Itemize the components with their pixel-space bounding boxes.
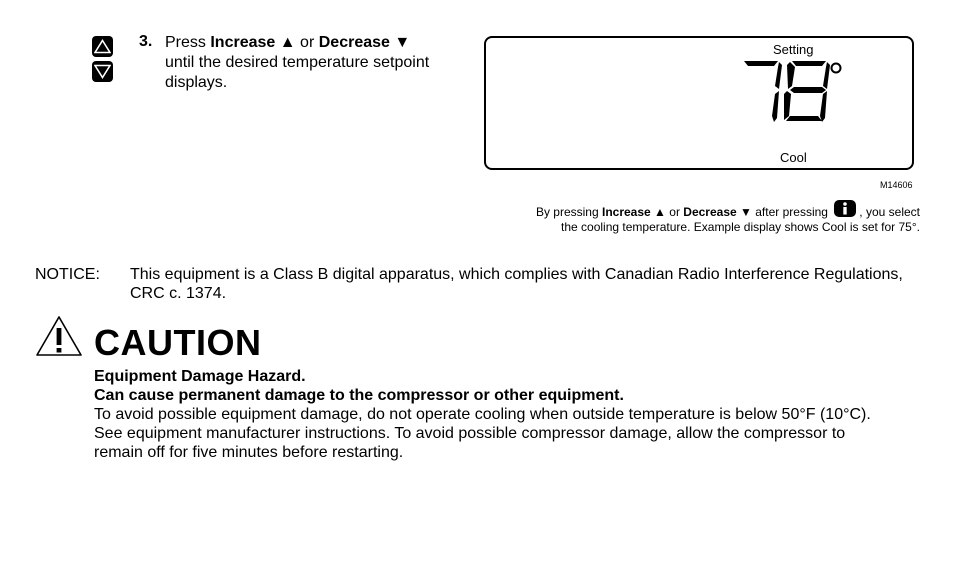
caption-up-arrow: ▲ [654,205,666,219]
step-increase-label: Increase [210,34,276,51]
caution-body [94,367,894,462]
figure-id: M14606 [880,180,913,190]
notice-text: This equipment is a Class B digital apparatus, which complies with Canadian Radio Interference Regulations, CRC c. 1374. [130,266,903,302]
step-up-arrow: ▲ [279,34,296,51]
seven-segment-temperature [738,58,842,126]
warning-triangle-icon [35,315,83,357]
caption-by-pressing: By pressing [535,205,599,219]
thermostat-display [484,36,914,170]
step-number: 3. [139,33,153,50]
display-caption [470,200,920,235]
caution-warning: Can cause permanent damage to the compressor or other equipment. [94,387,624,404]
caption-down-arrow: ▼ [740,205,752,219]
step-line-2: until the desired temperature setpoint [165,54,430,71]
caption-you-select: , you select [859,205,920,219]
display-mode-label: Cool [780,150,807,165]
step-or: or [300,34,315,51]
decrease-button-icon [92,61,113,82]
caution-hazard: Equipment Damage Hazard. [94,368,306,385]
step-line-3: displays. [165,74,228,91]
step-instructions [165,33,485,93]
info-button-icon [834,200,856,217]
caption-line-2: the cooling temperature. Example display shows Cool is set for 75°. [561,220,920,234]
notice-label: NOTICE: [35,266,100,283]
step-decrease-label: Decrease [318,34,390,51]
step-down-arrow: ▼ [394,34,411,51]
caption-after-pressing: after pressing [755,205,828,219]
caption-decrease: Decrease [683,205,737,219]
caution-title: CAUTION [94,322,262,363]
caption-or: or [669,205,680,219]
increase-button-icon [92,36,113,57]
caution-instructions: To avoid possible equipment damage, do not operate cooling when outside temperature is below 50°F (10°C). See equipment manufacturer instructions. To avoid possible compressor damage, allow the compressor to remain off for five minutes before restarting. [94,406,871,461]
step-press: Press [165,34,206,51]
display-setting-label: Setting [773,42,814,57]
caption-increase: Increase [601,205,651,219]
